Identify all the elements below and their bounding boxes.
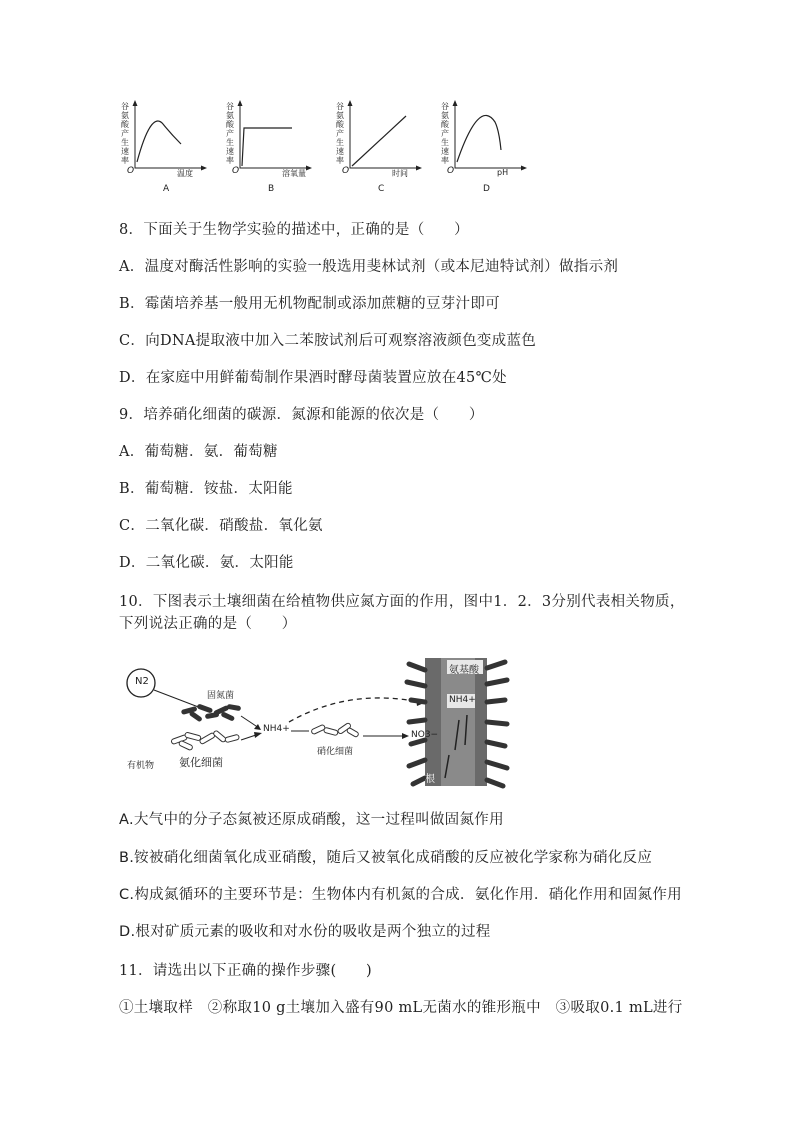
label-n2: N2 (135, 676, 149, 687)
fixing-bacteria-shapes (181, 703, 241, 722)
label-no3: NO3− (411, 730, 439, 740)
label-amino-acid: 氨基酸 (449, 665, 479, 676)
q9-option-d: D．二氧化碳．氨．太阳能 (119, 555, 294, 571)
graph-xlabel: 温度 (177, 169, 193, 178)
graph-a (115, 100, 215, 196)
n2-connector (154, 690, 201, 708)
graph-ylabel: 谷氨酸产生速率 (441, 102, 449, 165)
y-axis-arrow (348, 100, 353, 106)
q9-option-c: C．二氧化碳．硝酸盐．氧化氨 (119, 518, 323, 534)
y-axis-arrow (133, 100, 138, 106)
q9-option-b: B．葡萄糖．铵盐．太阳能 (119, 481, 293, 497)
q10-option-c: C.构成氮循环的主要环节是：生物体内有机氮的合成．氨化作用．硝化作用和固氮作用 (119, 887, 682, 903)
label-fixing-bacteria: 固氮菌 (207, 691, 235, 701)
q10-stem-line1: 10．下图表示土壤细菌在给植物供应氮方面的作用，图中1．2．3分别代表相关物质， (119, 594, 685, 610)
graph-letter: A (163, 184, 170, 194)
graph-xlabel: pH (497, 168, 509, 177)
graph-origin: O (127, 166, 135, 176)
graph-origin: O (447, 166, 455, 176)
label-nitrifying-bacteria: 硝化细菌 (317, 747, 354, 757)
x-axis-arrow (306, 166, 312, 171)
label-nh4: NH4+ (263, 724, 290, 734)
graph-letter: D (483, 184, 490, 194)
root-shape (407, 658, 507, 786)
graph-b (220, 100, 320, 196)
graph-ylabel: 谷氨酸产生速率 (336, 102, 344, 165)
graph-c (330, 100, 430, 196)
graph-xlabel: 溶氧量 (282, 169, 306, 178)
x-axis-arrow (416, 166, 422, 171)
q8-option-d: D．在家庭中用鲜葡萄制作果酒时酵母菌装置应放在45℃处 (119, 370, 507, 386)
label-organic: 有机物 (127, 761, 155, 771)
q9-stem: 9．培养硝化细菌的碳源．氮源和能源的依次是（ ） (119, 407, 484, 423)
y-axis-arrow (238, 100, 243, 106)
q9-option-a: A．葡萄糖．氨．葡萄糖 (119, 444, 278, 460)
y-axis-arrow (453, 100, 458, 106)
q10-stem-line2: 下列说法正确的是（ ） (119, 616, 297, 632)
graph-curve (352, 116, 406, 166)
q8-stem: 8．下面关于生物学实验的描述中，正确的是（ ） (119, 222, 469, 238)
graph-ylabel: 谷氨酸产生速率 (226, 102, 234, 165)
label-ammonifying-bacteria: 氨化细菌 (179, 756, 223, 769)
dashed-uptake-arrow (289, 698, 419, 722)
q8-option-c: C．向DNA提取液中加入二苯胺试剂后可观察溶液颜色变成蓝色 (119, 333, 537, 349)
nitrogen-cycle-figure (119, 650, 519, 790)
q11-stem: 11．请选出以下正确的操作步骤( ) (119, 963, 372, 979)
label-root: 根 (425, 774, 435, 785)
graph-xlabel: 时间 (392, 169, 408, 178)
graph-letter: B (268, 184, 275, 194)
graph-curve (457, 115, 501, 162)
label-nh4-root: NH4+ (449, 695, 476, 705)
graph-axes (240, 102, 310, 168)
graph-row (115, 100, 535, 196)
q8-option-b: B．霉菌培养基一般用无机物配制或添加蔗糖的豆芽汁即可 (119, 296, 500, 312)
q11-line1: ①土壤取样 ②称取10 g土壤加入盛有90 mL无菌水的锥形瓶中 ③吸取0.1 mL进行 (119, 1000, 683, 1016)
graph-origin: O (342, 166, 350, 176)
q10-option-b: B.铵被硝化细菌氧化成亚硝酸，随后又被氧化成硝酸的反应被化学家称为硝化反应 (119, 850, 653, 866)
q10-option-a: A.大气中的分子态氮被还原成硝酸，这一过程叫做固氮作用 (119, 812, 504, 828)
graph-ylabel: 谷氨酸产生速率 (121, 102, 129, 165)
graph-d (435, 100, 535, 196)
x-axis-arrow (201, 166, 207, 171)
graph-curve (242, 128, 292, 166)
q10-option-d: D.根对矿质元素的吸收和对水份的吸收是两个独立的过程 (119, 924, 491, 940)
q8-option-a: A．温度对酶活性影响的实验一般选用斐林试剂（或本尼迪特试剂）做指示剂 (119, 259, 619, 275)
nitrifying-bacteria-shapes (311, 722, 359, 737)
graph-letter: C (378, 184, 385, 194)
graph-axes (455, 102, 525, 168)
graph-origin: O (232, 166, 240, 176)
graph-curve (137, 121, 181, 162)
x-axis-arrow (521, 166, 527, 171)
ammonifying-bacteria-shapes (171, 730, 240, 751)
